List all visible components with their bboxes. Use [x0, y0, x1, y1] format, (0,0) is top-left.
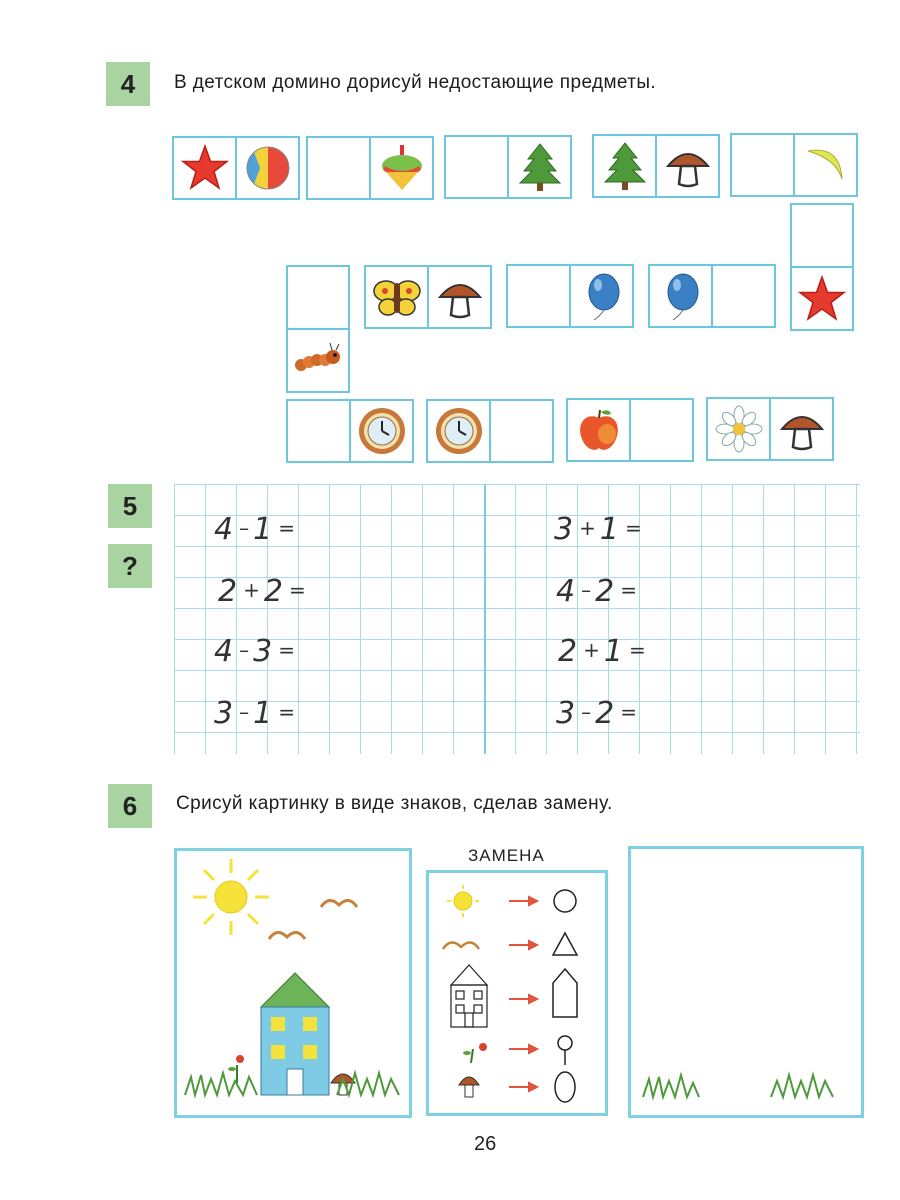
mushroom-icon	[434, 271, 486, 323]
legend-row-flower	[463, 1036, 572, 1065]
drawing-area	[631, 849, 861, 1115]
domino-cell	[793, 135, 856, 195]
expression-right-2: 4–2=	[556, 574, 641, 609]
arrow-icon	[509, 941, 537, 949]
domino-empty-star-vertical	[790, 203, 854, 331]
domino-butterfly-mushroom	[364, 265, 492, 329]
domino-empty-tree	[444, 135, 572, 199]
domino-cell	[708, 399, 769, 459]
task-number-badge: 4	[106, 62, 150, 106]
domino-empty-top	[306, 136, 434, 200]
circle-shape	[554, 890, 576, 912]
house-icon	[261, 973, 329, 1095]
domino-cell	[174, 138, 235, 198]
domino-empty-cell[interactable]	[508, 266, 569, 326]
expression-left-1: 4–1=	[214, 512, 299, 547]
domino-cell	[428, 401, 489, 461]
expression-left-4: 3–1=	[214, 696, 299, 731]
legend-row-sun	[447, 885, 576, 917]
domino-flower-mushroom	[706, 397, 834, 461]
domino-empty-cell[interactable]	[446, 137, 507, 197]
legend-row-house	[451, 965, 577, 1027]
domino-empty-cell[interactable]	[489, 401, 552, 461]
domino-cell	[366, 267, 427, 327]
expression-left-3: 4–3=	[214, 634, 299, 669]
domino-empty-cell[interactable]	[288, 401, 349, 461]
expression-left-2: 2+2=	[218, 574, 310, 609]
balloon-icon	[655, 270, 707, 322]
star-icon	[179, 142, 231, 194]
legend-table	[429, 873, 605, 1113]
domino-empty-cell[interactable]	[629, 400, 692, 460]
bird-icon	[321, 900, 357, 907]
domino-cell	[288, 328, 348, 391]
mushroom-icon	[459, 1077, 479, 1097]
domino-cell	[650, 266, 711, 326]
expression-right-4: 3–2=	[556, 696, 641, 731]
domino-balloon-empty	[648, 264, 776, 328]
arrow-icon	[509, 995, 537, 1003]
expression-right-3: 2+1=	[558, 634, 650, 669]
balloon-icon	[576, 270, 628, 322]
domino-cell	[655, 136, 718, 196]
mushroom-icon	[776, 403, 828, 455]
bird-icon	[443, 942, 479, 949]
domino-empty-caterpillar-vertical	[286, 265, 350, 393]
triangle-shape	[553, 933, 577, 955]
domino-empty-balloon	[506, 264, 634, 328]
domino-clock-empty	[426, 399, 554, 463]
task-number-badge: 5	[108, 484, 152, 528]
drawing-frame[interactable]	[628, 846, 864, 1118]
spinning-top-icon	[376, 142, 428, 194]
landscape-picture	[177, 851, 409, 1115]
pentagon-shape	[553, 969, 577, 1017]
ball-icon	[242, 142, 294, 194]
task-instruction: Срисуй картинку в виде знаков, сделав замену.	[176, 793, 613, 814]
domino-empty-clock	[286, 399, 414, 463]
clock-icon	[433, 405, 485, 457]
domino-cell	[369, 138, 432, 198]
domino-tree-mushroom	[592, 134, 720, 198]
arrow-icon	[509, 1045, 537, 1053]
tree-icon	[599, 140, 651, 192]
question-badge: ?	[108, 544, 152, 588]
domino-cell	[349, 401, 412, 461]
domino-empty-moon	[730, 133, 858, 197]
lollipop-shape	[558, 1036, 572, 1065]
bird-icon	[269, 932, 305, 939]
flower-icon	[228, 1055, 244, 1083]
domino-cell	[792, 266, 852, 329]
oval-shape	[555, 1072, 575, 1102]
tree-icon	[514, 141, 566, 193]
task-instruction: В детском домино дорисуй недостающие предметы.	[174, 72, 657, 93]
caterpillar-icon	[292, 335, 344, 387]
domino-empty-cell[interactable]	[732, 135, 793, 195]
legend-row-bird	[443, 933, 577, 955]
domino-cell	[568, 400, 629, 460]
legend-frame	[426, 870, 608, 1116]
domino-cell	[769, 399, 832, 459]
flower-icon	[713, 403, 765, 455]
mushroom-icon	[662, 140, 714, 192]
clock-icon	[356, 405, 408, 457]
star-icon	[796, 273, 848, 325]
butterfly-icon	[371, 271, 423, 323]
domino-cell	[569, 266, 632, 326]
domino-apple-empty	[566, 398, 694, 462]
domino-empty-cell[interactable]	[711, 266, 774, 326]
flower-icon	[463, 1043, 487, 1063]
legend-title: ЗАМЕНА	[468, 846, 545, 865]
arrow-icon	[509, 897, 537, 905]
page-number: 26	[474, 1133, 497, 1155]
moon-icon	[800, 139, 852, 191]
domino-star-ball	[172, 136, 300, 200]
domino-empty-cell[interactable]	[308, 138, 369, 198]
domino-empty-cell[interactable]	[288, 267, 348, 328]
grid-divider	[484, 484, 486, 754]
domino-cell	[235, 138, 298, 198]
domino-empty-cell[interactable]	[792, 205, 852, 266]
arrow-icon	[509, 1083, 537, 1091]
apple-icon	[573, 404, 625, 456]
legend-row-mushroom	[459, 1072, 575, 1102]
domino-cell	[427, 267, 490, 327]
picture-frame	[174, 848, 412, 1118]
domino-cell	[594, 136, 655, 196]
house-icon	[451, 965, 487, 1027]
sun-icon	[447, 885, 479, 917]
expression-right-1: 3+1=	[554, 512, 646, 547]
domino-cell	[507, 137, 570, 197]
sun-icon	[193, 859, 269, 935]
task-number-badge: 6	[108, 784, 152, 828]
grass-icon	[643, 1075, 833, 1097]
